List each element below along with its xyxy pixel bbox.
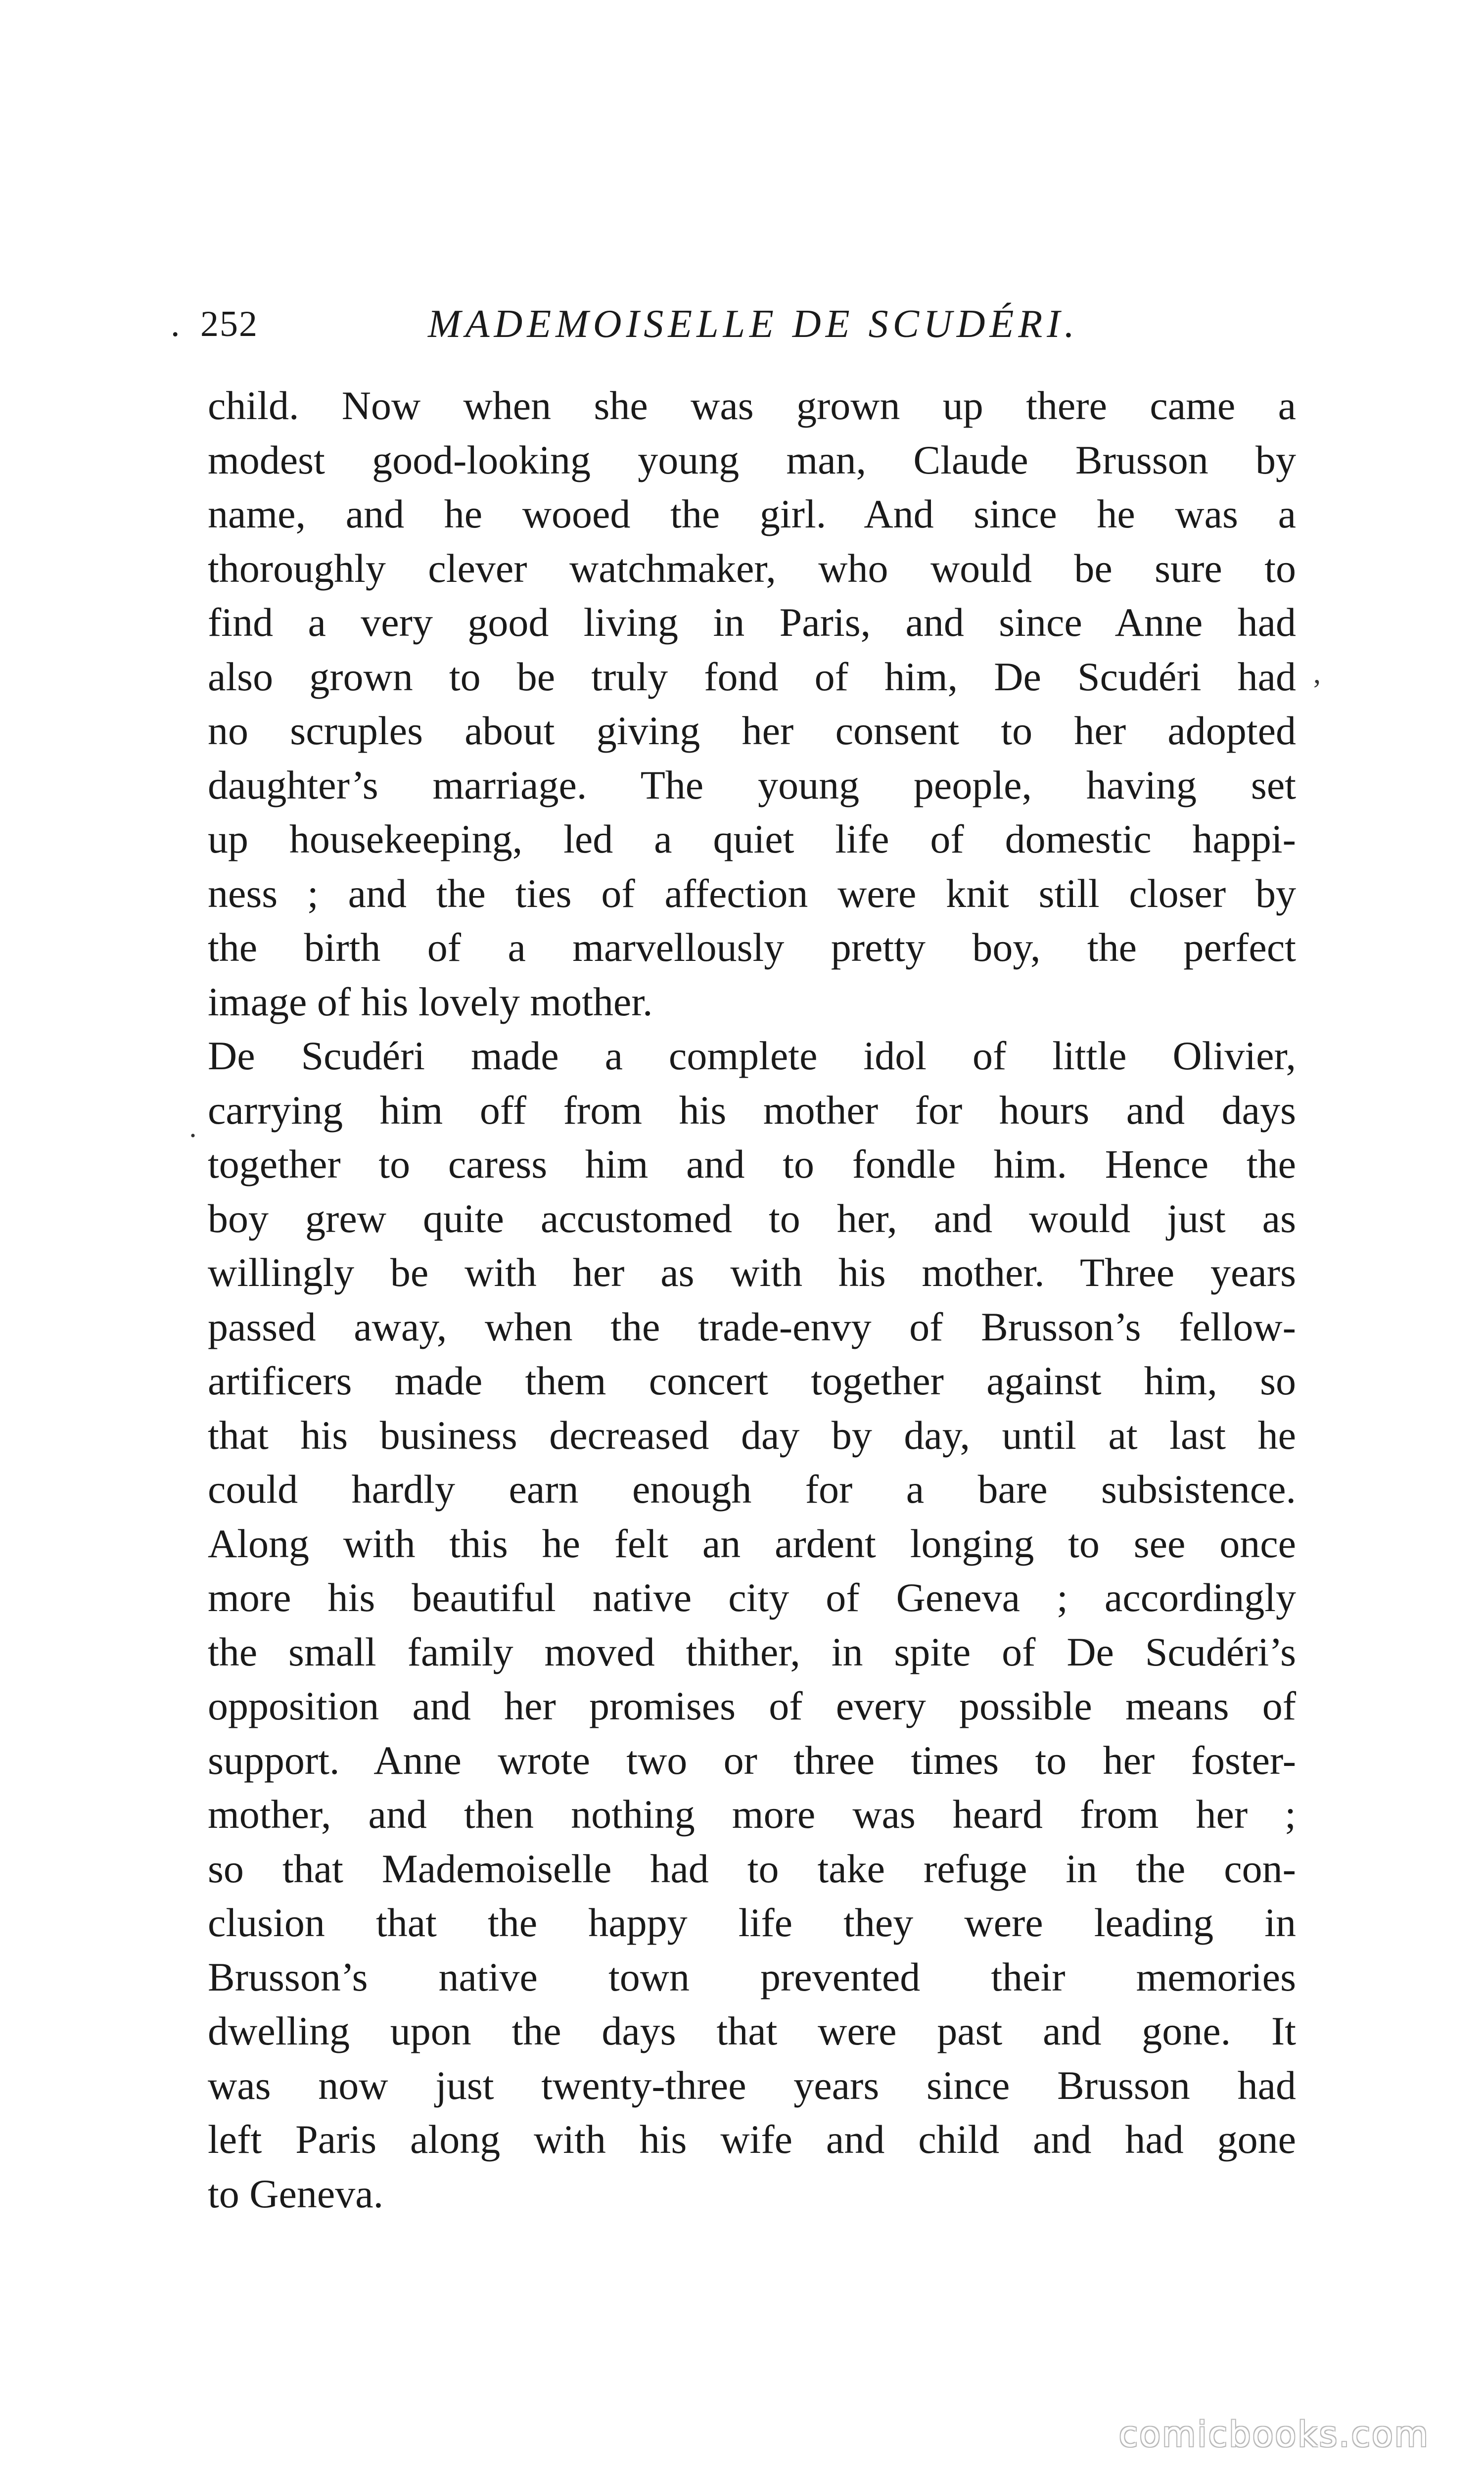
text-line: boy grew quite accustomed to her, and would just as — [208, 1195, 1296, 1241]
text-line: to Geneva. — [208, 2171, 384, 2216]
body-text — [208, 379, 1296, 2221]
text-line: opposition and her promises of every possible means of — [208, 1683, 1296, 1728]
running-head — [171, 297, 1318, 351]
text-line: modest good-looking young man, Claude Brusson by — [208, 437, 1296, 482]
text-line: Along with this he felt an ardent longing to see once — [208, 1521, 1296, 1566]
text-line: Brusson’s native town prevented their memories — [208, 1954, 1296, 1999]
text-line: no scruples about giving her consent to her adopted — [208, 708, 1296, 753]
text-line: name, and he wooed the girl. And since he was a — [208, 491, 1296, 536]
text-line: daughter’s marriage. The young people, having set — [208, 762, 1296, 808]
header-dot: . — [171, 304, 180, 344]
text-line: ness ; and the ties of affection were knit still closer by — [208, 870, 1296, 916]
text-line: that his business decreased day by day, until at last he — [208, 1412, 1296, 1458]
text-line: image of his lovely mother. — [208, 979, 653, 1024]
text-line: together to caress him and to fondle him. Hence the — [208, 1142, 1296, 1187]
text-line: artificers made them concert together against him, so — [208, 1358, 1296, 1403]
text-line: could hardly earn enough for a bare subsistence. — [208, 1467, 1296, 1512]
text-line: clusion that the happy life they were leading in — [208, 1900, 1296, 1945]
text-line: dwelling upon the days that were past and gone. It — [208, 2008, 1296, 2053]
text-line: up housekeeping, led a quiet life of domestic happi- — [208, 816, 1296, 861]
text-line: the birth of a marvellously pretty boy, the perfect — [208, 925, 1296, 970]
text-line: child. Now when she was grown up there came a — [208, 383, 1296, 428]
running-title: MADEMOISELLE DE SCUDÉRI. — [428, 302, 1079, 346]
text-line: left Paris along with his wife and child and had gone — [208, 2117, 1296, 2162]
margin-mark: · — [188, 1119, 198, 1152]
paragraph-2 — [208, 1029, 1296, 2221]
page-number: 252 — [200, 304, 258, 344]
text-line: De Scudéri made a complete idol of little Olivier, — [208, 1033, 1296, 1078]
text-line: more his beautiful native city of Geneva ; accordingly — [208, 1575, 1296, 1620]
text-line: the small family moved thither, in spite of De Scudéri’s — [208, 1629, 1296, 1674]
text-line: also grown to be truly fond of him, De Scudéri had — [208, 654, 1296, 699]
paragraph-1 — [208, 379, 1296, 1029]
margin-mark: , — [1313, 657, 1321, 689]
text-line: mother, and then nothing more was heard from her ; — [208, 1792, 1296, 1837]
text-line: so that Mademoiselle had to take refuge in the con- — [208, 1846, 1296, 1891]
text-line: support. Anne wrote two or three times to her foster- — [208, 1737, 1296, 1783]
text-line: thoroughly clever watchmaker, who would be sure to — [208, 545, 1296, 591]
text-line: was now just twenty-three years since Brusson had — [208, 2062, 1296, 2108]
watermark: comicbooks.com — [1118, 2414, 1430, 2455]
text-line: willingly be with her as with his mother. Three years — [208, 1250, 1296, 1295]
text-line: find a very good living in Paris, and since Anne had — [208, 600, 1296, 645]
text-line: passed away, when the trade-envy of Brusson’s fellow- — [208, 1304, 1296, 1349]
text-line: carrying him off from his mother for hours and days — [208, 1087, 1296, 1133]
